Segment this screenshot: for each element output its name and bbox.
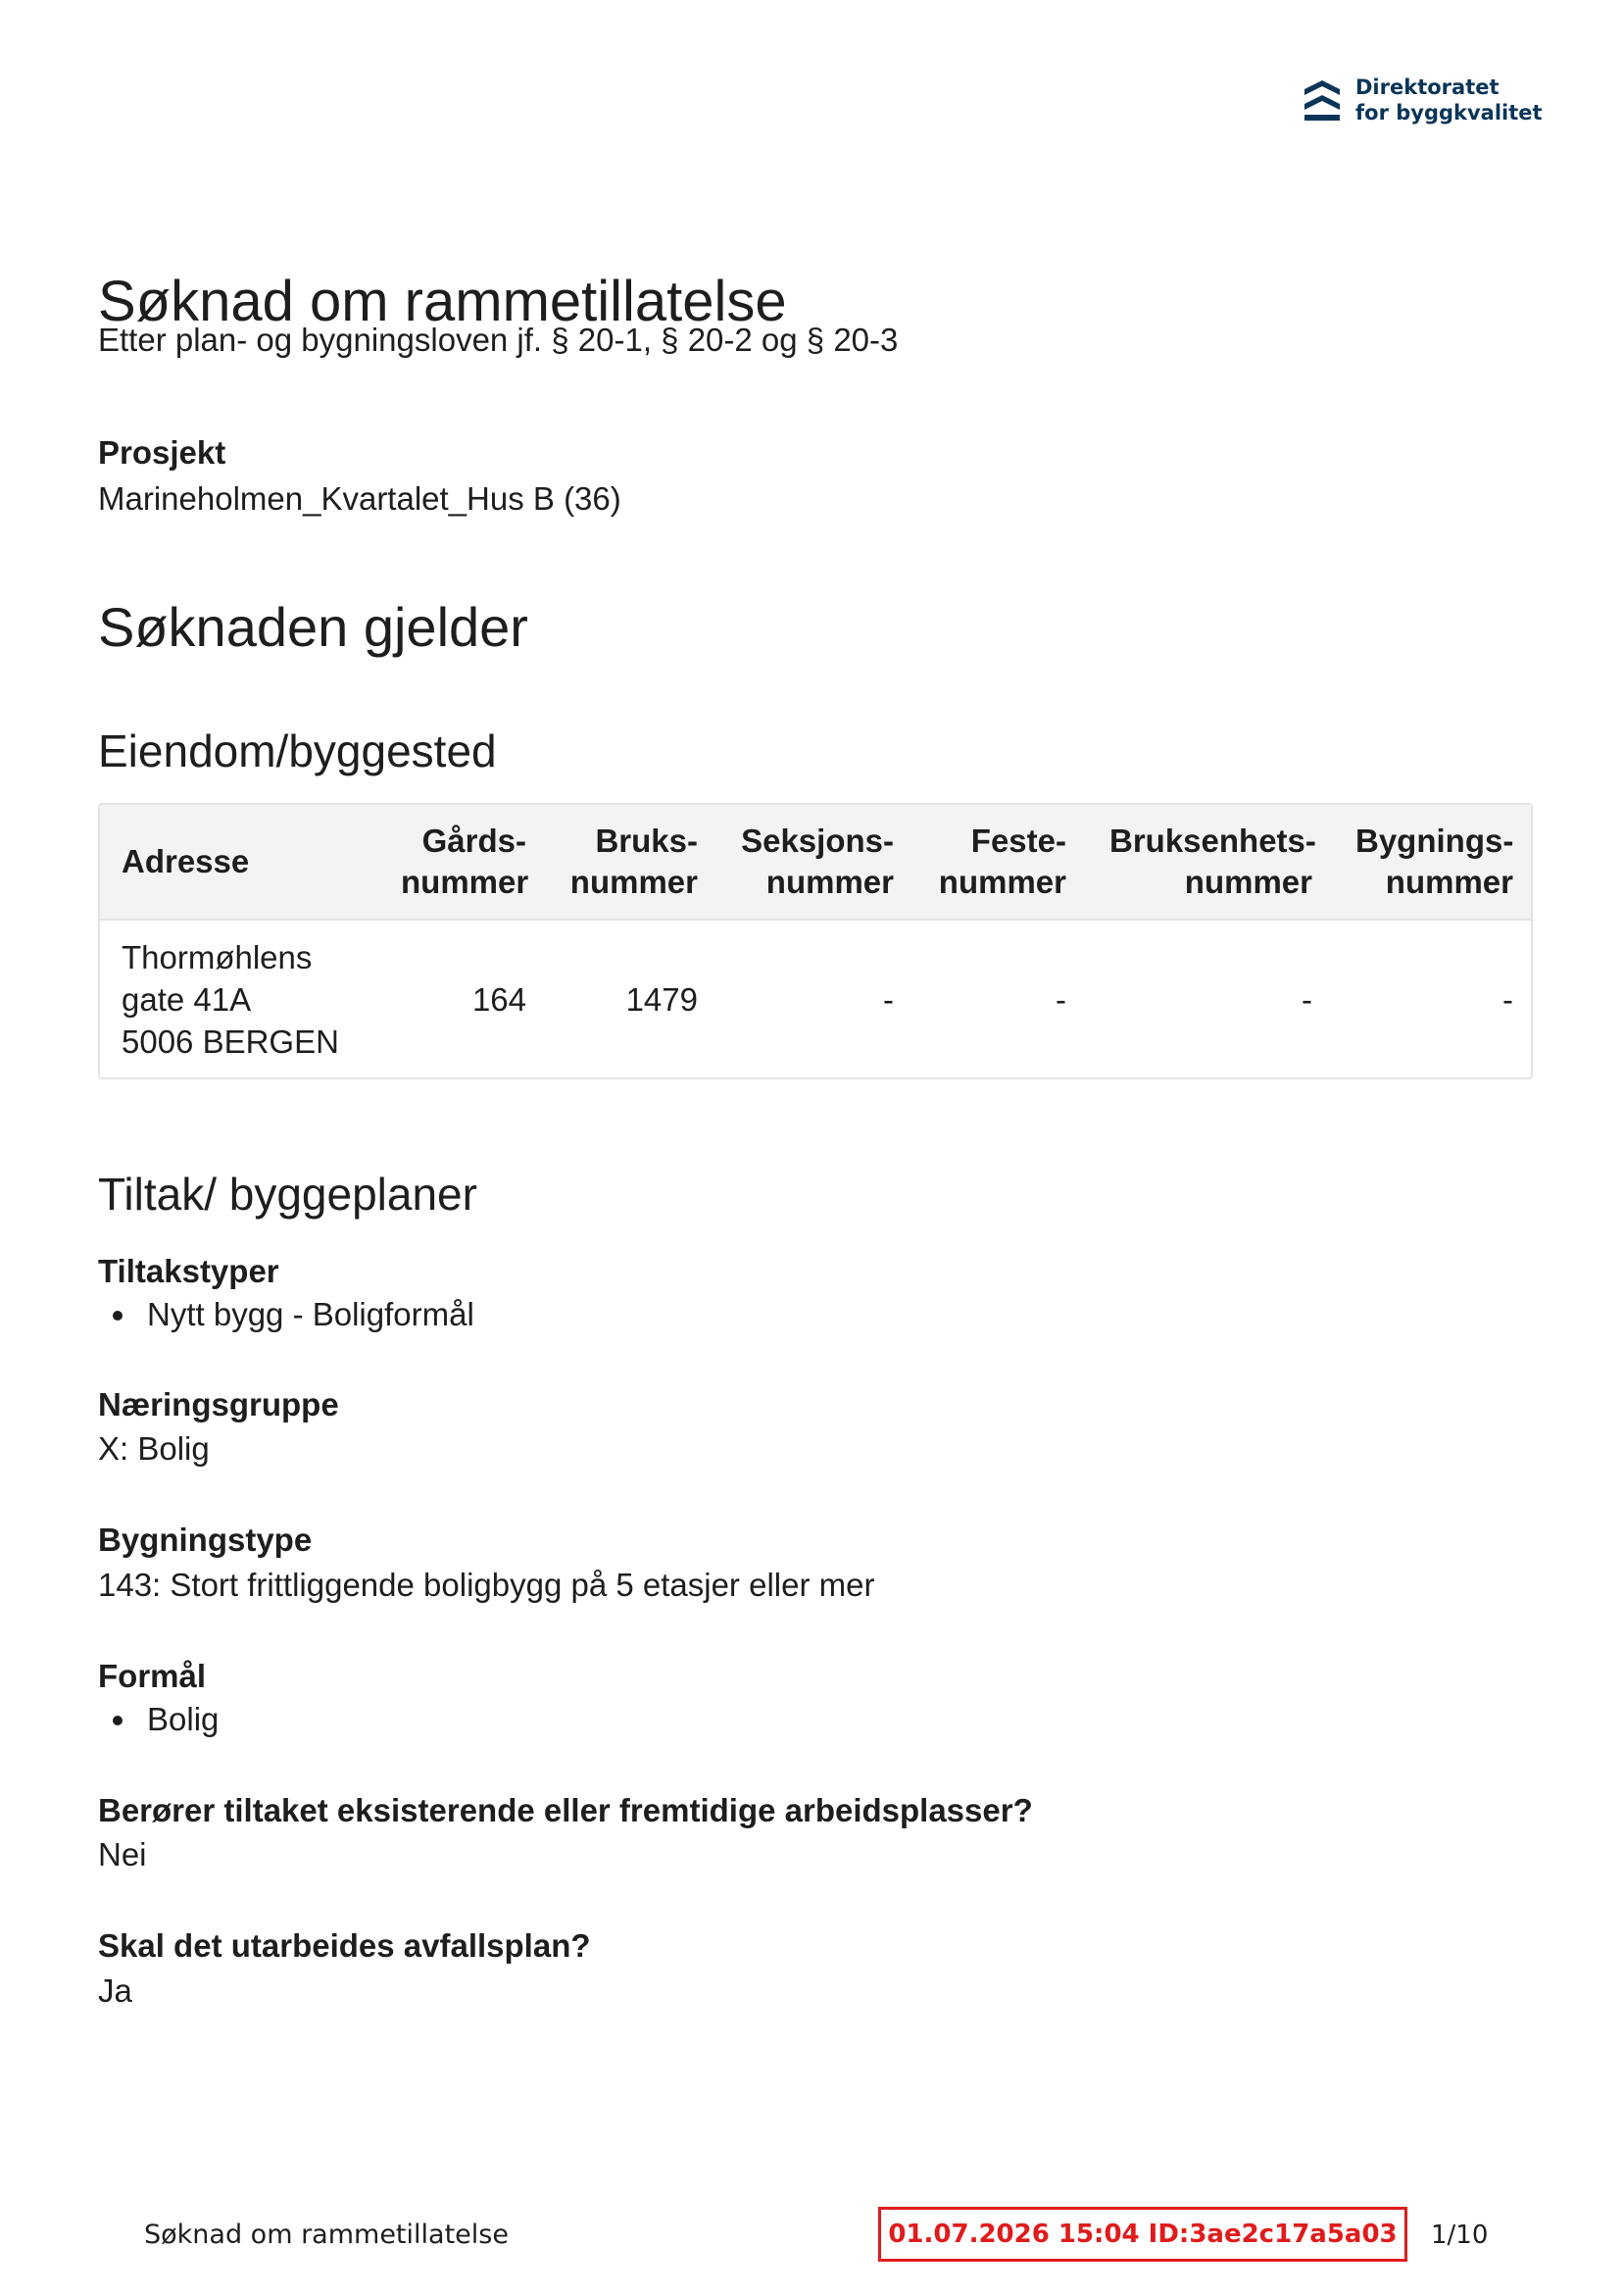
address-line-3: 5006 BERGEN — [122, 1023, 339, 1060]
cell-bruksnummer: 1479 — [625, 980, 698, 1018]
address-line-1: Thormøhlens — [122, 938, 313, 975]
tiltak-heading: Tiltak/ byggeplaner — [98, 1169, 477, 1220]
list-item: Nytt bygg - Boligformål — [98, 1294, 474, 1335]
column-header-bruksenhetsnummer: Bruksenhets- nummer — [1088, 805, 1334, 920]
formaal-label: Formål — [98, 1658, 207, 1694]
bygningstype-value: 143: Stort frittliggende boligbygg på 5 etasjer eller mer — [98, 1567, 875, 1603]
page-subtitle: Etter plan- og bygningsloven jf. § 20-1, § 20-2 og § 20-3 — [98, 322, 899, 358]
column-header-seksjonsnummer: Seksjons- nummer — [719, 805, 915, 920]
logo-text — [1355, 75, 1543, 125]
column-header-festenummer: Feste- nummer — [915, 805, 1088, 920]
project-value: Marineholmen_Kvartalet_Hus B (36) — [98, 480, 621, 517]
naeringsgruppe-value: X: Bolig — [98, 1430, 210, 1467]
column-header-gardsnummer: Gårds- nummer — [379, 805, 548, 920]
arbeidsplasser-value: Nei — [98, 1836, 147, 1872]
cell-gardsnummer: 164 — [471, 980, 526, 1018]
cell-bygningsnummer: - — [1502, 980, 1513, 1018]
address-line-2: gate 41A — [122, 980, 252, 1018]
section-heading: Søknaden gjelder — [98, 596, 528, 658]
naeringsgruppe-label: Næringsgruppe — [98, 1386, 339, 1423]
cell-bruksenhetsnummer: - — [1302, 980, 1312, 1018]
logo-line-1: Direktoratet — [1355, 75, 1500, 99]
arbeidsplasser-label: Berører tiltaket eksisterende eller fremtidige arbeidsplasser? — [98, 1792, 1033, 1828]
avfallsplan-label: Skal det utarbeides avfallsplan? — [98, 1927, 591, 1964]
property-table — [98, 803, 1533, 1079]
formaal-list — [98, 1699, 219, 1740]
footer-doc-title: Søknad om rammetillatelse — [144, 2220, 509, 2250]
bygningstype-label: Bygningstype — [98, 1522, 313, 1558]
page-number: 1/10 — [1431, 2221, 1489, 2250]
cell-seksjonsnummer: - — [883, 980, 894, 1018]
column-header-bygningsnummer: Bygnings- nummer — [1334, 805, 1533, 920]
list-item: Bolig — [98, 1699, 219, 1740]
dibk-logo — [1301, 75, 1543, 125]
logo-line-2: for byggkvalitet — [1355, 101, 1543, 125]
avfallsplan-value: Ja — [98, 1972, 132, 2009]
tiltakstyper-label: Tiltakstyper — [98, 1253, 279, 1289]
table-row — [100, 920, 1533, 1077]
dibk-chevrons-icon — [1301, 75, 1344, 125]
cell-adresse — [100, 920, 379, 1077]
page-title: Søknad om rammetillatelse — [98, 270, 787, 333]
cell-festenummer: - — [1056, 980, 1066, 1018]
tiltakstyper-list — [98, 1294, 474, 1335]
project-label: Prosjekt — [98, 434, 226, 471]
property-heading: Eiendom/byggested — [98, 725, 497, 776]
column-header-bruksnummer: Bruks- nummer — [548, 805, 719, 920]
column-header-adresse: Adresse — [100, 805, 379, 920]
table-header-row — [100, 805, 1533, 920]
footer-stamp: 01.07.2026 15:04 ID:3ae2c17a5a03 — [878, 2207, 1407, 2262]
